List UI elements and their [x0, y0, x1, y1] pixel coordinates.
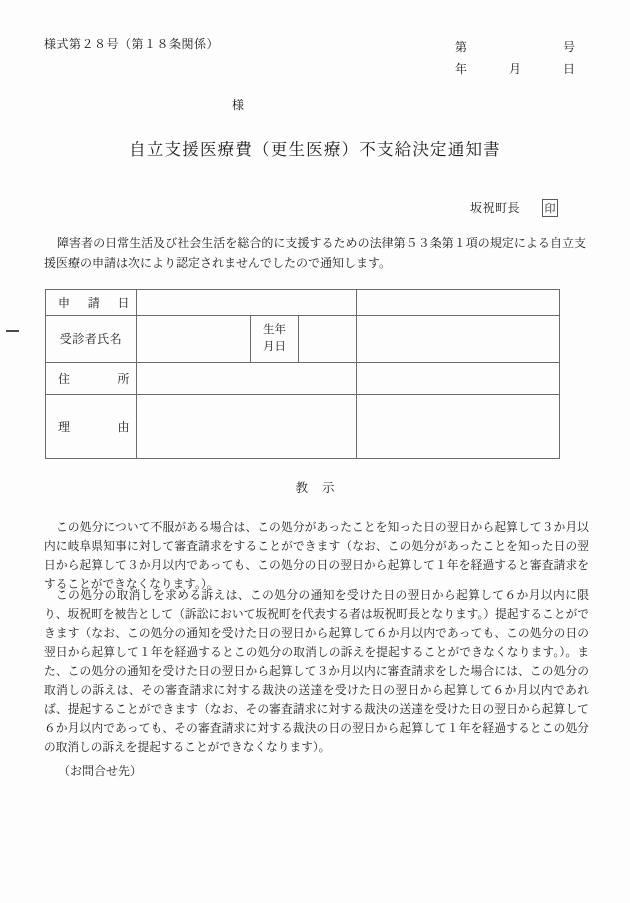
label-patient-name: 受診者氏名	[46, 316, 137, 363]
label-apply-char-1: 申	[58, 295, 71, 310]
number-suffix-label: 号	[562, 40, 575, 54]
label-reason	[46, 395, 137, 459]
value-address-extra[interactable]	[357, 363, 560, 395]
document-number-field	[455, 38, 575, 56]
registration-mark	[6, 330, 19, 332]
table-row-patient-name	[46, 316, 560, 363]
label-address	[46, 363, 137, 395]
table-row-address	[46, 363, 560, 395]
issuer-block	[470, 199, 558, 217]
value-application-date[interactable]	[137, 290, 357, 316]
instructions-paragraph-2: この処分の取消しを求める訴えは、この処分の通知を受けた日の翌日から起算して６か月以内に限り、坂祝町を被告として（訴訟において坂祝町を代表する者は坂祝町長となります。）提起することができます（なお、この処分の通知を受けた日の翌日から起算して６か月以内であっても、この処分の日の翌日から起算して１年を経過するとこの処分の取消しの訴えを提起することができなくなります。）。また、この処分の通知を受けた日の翌日から起算して３か月以内に審査請求をした場合には、この処分の取消しの訴えは、その審査請求に対する裁決の送達を受けた日の翌日から起算して６か月以内であれば、提起することができます（なお、その審査請求に対する裁決の送達を受けた日の翌日から起算して６か月以内であっても、その審査請求に対する裁決の日の翌日から起算して１年を経過するとこの処分の取消しの訴えを提起することができなくなります）。	[44, 589, 589, 754]
addressee-honorific: 様	[232, 98, 245, 112]
intro-paragraph: 障害者の日常生活及び社会生活を総合的に支援するための法律第５３条第１項の規定による自立支援医療の申請は次により認定されませんでしたので通知します。	[44, 236, 586, 271]
dob-label-line-1: 生年	[263, 324, 286, 337]
date-month-label: 月	[508, 62, 521, 76]
value-address[interactable]	[137, 363, 357, 395]
value-date-of-birth[interactable]	[299, 316, 357, 363]
label-reason-char-1: 理	[58, 419, 71, 434]
label-apply-char-2: 請	[87, 295, 101, 310]
date-year-label: 年	[455, 62, 468, 76]
label-apply-char-3: 日	[117, 295, 130, 310]
instructions-heading	[0, 479, 630, 498]
table-row-reason	[46, 395, 560, 459]
application-details-table	[45, 289, 560, 459]
issuer-name: 坂祝町長	[470, 201, 521, 215]
contact-label: （お問合せ先）	[58, 764, 143, 778]
instructions-heading-text: 教示	[295, 481, 349, 495]
value-application-date-extra[interactable]	[357, 290, 560, 316]
label-application-date	[46, 290, 137, 316]
value-patient-name[interactable]	[137, 316, 251, 363]
page-title: 自立支援医療費（更生医療）不支給決定通知書	[129, 140, 501, 159]
number-prefix-label: 第	[455, 40, 468, 54]
dob-label-line-2: 月日	[263, 341, 286, 353]
table-row-application-date	[46, 290, 560, 316]
seal-stamp-box: 印	[542, 199, 558, 217]
label-reason-char-2: 由	[117, 419, 130, 434]
label-address-char-2: 所	[117, 371, 130, 386]
date-day-label: 日	[562, 62, 575, 76]
value-reason-extra[interactable]	[357, 395, 560, 459]
form-number: 様式第２８号（第１８条関係）	[44, 37, 220, 51]
document-date-field	[455, 60, 575, 78]
label-date-of-birth	[251, 316, 299, 363]
instructions-paragraph-1: この処分について不服がある場合は、この処分があったことを知った日の翌日から起算して３か月以内に岐阜県知事に対して審査請求をすることができます（なお、この処分があったことを知った日の翌日から起算して３か月以内であっても、この処分の日の翌日から起算して１年を経過すると審査請求をすることができなくなります。）。	[44, 521, 589, 591]
value-patient-name-extra[interactable]	[357, 316, 560, 363]
label-address-char-1: 住	[58, 371, 71, 386]
value-reason[interactable]	[137, 395, 357, 459]
